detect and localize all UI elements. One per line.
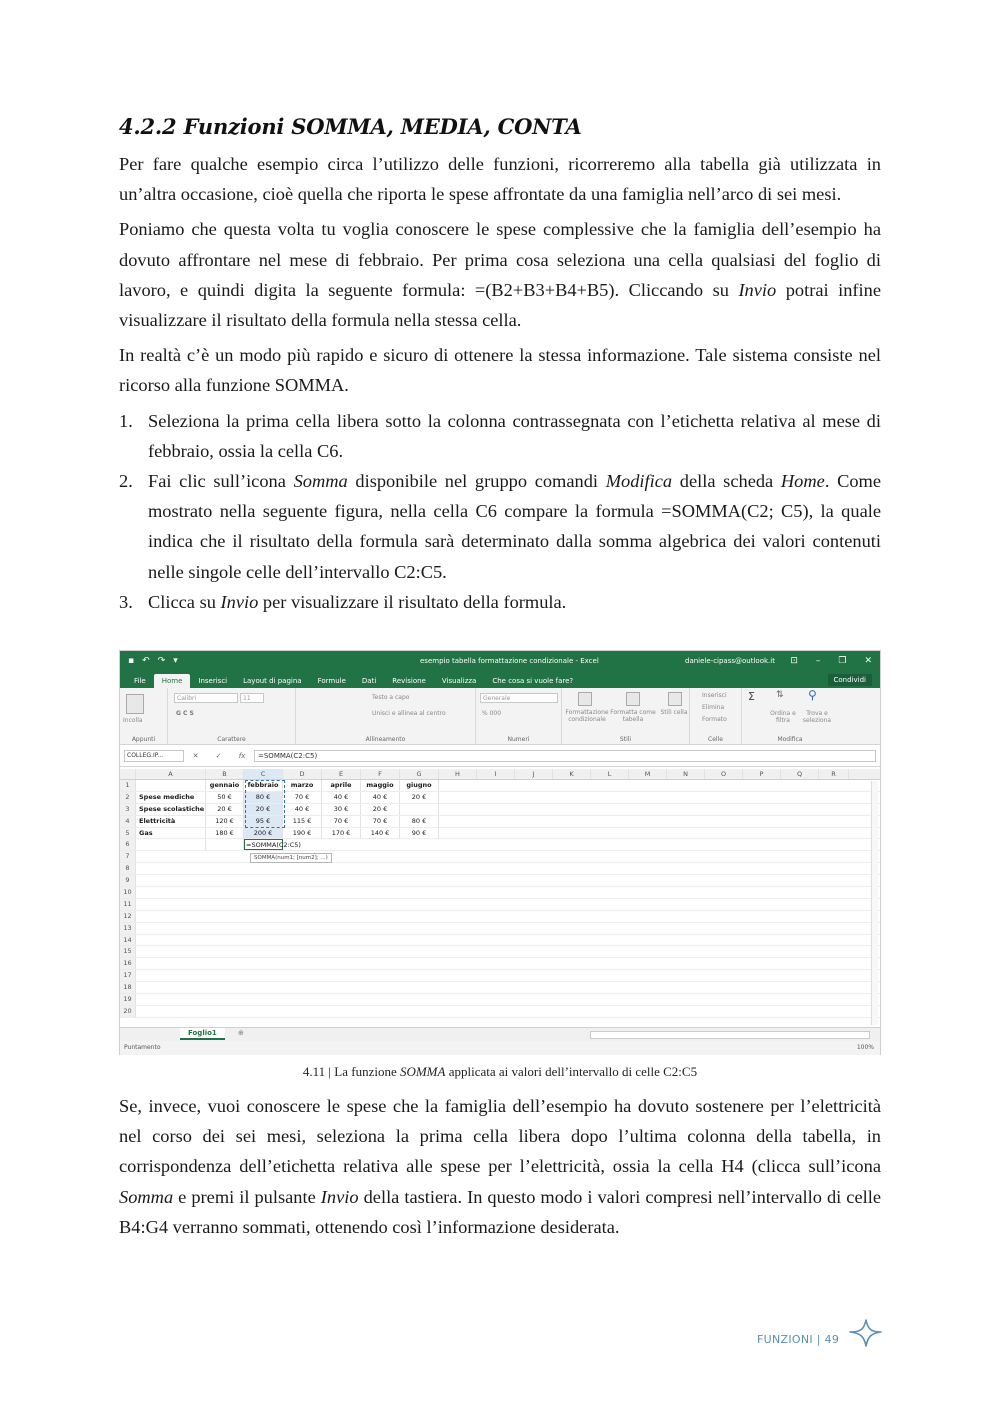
font-name-box[interactable]: Calibri	[174, 693, 238, 703]
format-as-table-label: Formatta come tabella	[610, 709, 656, 723]
cell[interactable]: Spese scolastiche	[136, 804, 206, 815]
tab-insert[interactable]: Inserisci	[198, 677, 228, 685]
vertical-scrollbar[interactable]	[871, 781, 878, 1025]
window-controls	[790, 656, 872, 666]
table-row	[120, 958, 880, 970]
column-header[interactable]: I	[477, 769, 515, 779]
text: della scheda	[672, 471, 781, 492]
row-number[interactable]: 15	[120, 946, 136, 957]
page-footer: FUNZIONI | 49	[757, 1333, 840, 1346]
excel-screenshot	[119, 650, 881, 1055]
step-text: Seleziona la prima cella libera sotto la colonna contrassegnata con l’etichetta relativa al mese di febbraio, ossia la cella C6.	[148, 410, 881, 461]
active-cell[interactable]: =SOMMA(C2:C5)	[246, 841, 301, 850]
restore-icon[interactable]: ❐	[838, 656, 847, 666]
cell[interactable]: 30 €	[322, 804, 361, 815]
format-button[interactable]: Formato	[702, 716, 727, 723]
tab-review[interactable]: Revisione	[392, 677, 426, 685]
document-title: esempio tabella formattazione condizionale - Excel	[420, 657, 599, 665]
column-header[interactable]: M	[629, 769, 667, 779]
cell[interactable]: giugno	[400, 780, 439, 791]
cell[interactable]: 20 €	[206, 804, 244, 815]
select-all[interactable]	[120, 769, 136, 779]
conditional-format-icon[interactable]	[578, 692, 592, 706]
table-row	[120, 863, 880, 875]
sheet-tab[interactable]: Foglio1	[180, 1028, 225, 1040]
worksheet-grid	[120, 769, 880, 1018]
cell[interactable]: 20 €	[361, 804, 400, 815]
tab-data[interactable]: Dati	[361, 677, 377, 685]
cell[interactable]: 95 €	[244, 816, 283, 827]
save-icon[interactable]: ▪	[128, 656, 135, 666]
formula-buttons	[184, 752, 254, 760]
column-headers	[120, 769, 880, 780]
table-row	[120, 935, 880, 947]
cell[interactable]: 20 €	[244, 804, 283, 815]
number-format-buttons[interactable]: % 000	[482, 710, 502, 717]
customize-icon[interactable]: ▾	[173, 656, 178, 666]
table-row	[120, 970, 880, 982]
cell[interactable]: 40 €	[322, 792, 361, 803]
table-row	[120, 946, 880, 958]
merge-center-button[interactable]: Unisci e allinea al centro	[372, 710, 446, 717]
steps-list	[119, 406, 881, 617]
add-sheet-icon[interactable]: ⊕	[238, 1029, 244, 1037]
text: 4.11 | La funzione	[302, 1064, 400, 1079]
name-box[interactable]: COLLEG.IP...	[124, 750, 184, 762]
table-row	[120, 816, 880, 828]
paragraph-3: In realtà c’è un modo più rapido e sicuro di ottenere la stessa informazione. Tale sistema consiste nel ricorso alla funzione SOMMA.	[119, 345, 881, 396]
text-italic: Somma	[293, 471, 348, 492]
text-italic: Modifica	[605, 471, 673, 492]
cell[interactable]: Spese mediche	[136, 792, 206, 803]
find-select-label: Trova e seleziona	[802, 710, 832, 724]
step-number: 3.	[119, 591, 133, 612]
text-italic: SOMMA	[399, 1064, 446, 1079]
text-italic: Home	[780, 471, 825, 492]
row-number[interactable]: 9	[120, 875, 136, 886]
column-header[interactable]: N	[667, 769, 705, 779]
function-icon[interactable]: fx	[238, 751, 246, 760]
tab-formulas[interactable]: Formule	[317, 677, 346, 685]
excel-title-bar	[120, 651, 880, 671]
row-number[interactable]: 13	[120, 923, 136, 934]
table-row	[120, 1006, 880, 1018]
cell-styles-label: Stili cella	[660, 709, 688, 716]
row-number[interactable]: 11	[120, 899, 136, 910]
figure-caption	[0, 1064, 1000, 1080]
group-styles	[562, 688, 690, 745]
column-header[interactable]: C	[244, 769, 283, 779]
cell[interactable]: maggio	[361, 780, 400, 791]
autosum-icon[interactable]: Σ	[748, 690, 755, 703]
paragraph-2	[119, 214, 881, 335]
function-tooltip: SOMMA(num1; [num2]; ...)	[250, 853, 332, 863]
text: Fai clic sull’icona	[148, 471, 294, 492]
cell[interactable]: marzo	[283, 780, 322, 791]
group-label: Stili	[619, 736, 632, 743]
wrap-text-button[interactable]: Testo a capo	[372, 694, 410, 701]
text: . Come mostrato nella seguente figura, nella cella C6 compare la formula =SOMMA(C2; C5), la quale indica che il risultato della formula sarà determinato dalla somma algebrica dei valori contenuti nelle singole celle dell’intervallo C2:C5.	[148, 471, 882, 582]
text: Poniamo che questa volta tu voglia conoscere le spese complessive che la famiglia dell’esempio ha dovuto affrontare nel mese di febbraio. Per prima cosa seleziona una cella qualsiasi del foglio di lavoro, e quindi digita la seguente formula: =(B2+B3+B4+B5). Cliccando su	[119, 219, 881, 300]
step-number: 1.	[119, 410, 133, 431]
number-format-box[interactable]: Generale	[480, 693, 558, 703]
undo-icon[interactable]: ↶	[142, 656, 150, 666]
group-number	[476, 688, 562, 745]
column-header[interactable]: K	[553, 769, 591, 779]
column-header[interactable]: O	[705, 769, 743, 779]
cell[interactable]	[136, 839, 206, 850]
column-header[interactable]: A	[136, 769, 206, 779]
sheet-tabs-bar	[120, 1027, 880, 1041]
close-icon[interactable]: ✕	[864, 656, 872, 666]
text: Clicca su	[148, 591, 221, 612]
formula-bar	[120, 745, 880, 767]
paste-label: Incolla	[123, 717, 143, 724]
row-number[interactable]: 10	[120, 887, 136, 898]
row-number[interactable]: 1	[120, 780, 136, 791]
text-italic: Invio	[220, 591, 259, 612]
text: Se, invece, vuoi conoscere le spese che la famiglia dell’esempio ha dovuto sostenere per l’elettricità nel corso dei sei mesi, seleziona la prima cella libera dopo l’ultima colonna della tabella, in corrispondenza dell’etichetta relativa alle spese per l’elettricità, ossia la cella H4 (clicca sull’icona	[119, 1096, 881, 1177]
redo-icon[interactable]: ↷	[157, 656, 166, 666]
row-number[interactable]: 20	[120, 1006, 136, 1017]
find-icon[interactable]: ⚲	[808, 688, 817, 702]
cell[interactable]: aprile	[322, 780, 361, 791]
sort-filter-label: Ordina e filtra	[770, 710, 796, 724]
cell[interactable]: 170 €	[322, 828, 361, 839]
column-header[interactable]: H	[439, 769, 477, 779]
format-as-table-icon[interactable]	[626, 692, 640, 706]
column-header[interactable]: G	[400, 769, 439, 779]
cell[interactable]: febbraio	[244, 780, 283, 791]
text: per visualizzare il risultato della formula.	[258, 591, 567, 612]
cell[interactable]: 120 €	[206, 816, 244, 827]
closing-paragraph-block	[119, 1091, 881, 1247]
paragraph-1: Per fare qualche esempio circa l’utilizzo delle funzioni, ricorreremo alla tabella già utilizzata in un’altra occasione, cioè quella che riporta le spese affrontate da una famiglia nell’arco di sei mesi.	[119, 154, 881, 205]
row-number[interactable]: 12	[120, 911, 136, 922]
column-header[interactable]: J	[515, 769, 553, 779]
table-row	[120, 899, 880, 911]
cell[interactable]: 40 €	[283, 804, 322, 815]
cell[interactable]: 140 €	[361, 828, 400, 839]
column-header[interactable]: L	[591, 769, 629, 779]
ribbon-display-icon[interactable]: ⊡	[790, 656, 798, 666]
table-row	[120, 792, 880, 804]
text: della tastiera. In questo modo i valori compresi nell’intervallo di celle B4:G4 verranno sommati, ottenendo così l’informazione desiderata.	[119, 1186, 881, 1237]
cell[interactable]: Gas	[136, 828, 206, 839]
closing-paragraph	[119, 1091, 881, 1242]
conditional-format-label: Formattazione condizionale	[565, 709, 609, 723]
status-mode: Puntamento	[124, 1044, 161, 1051]
status-bar	[120, 1041, 880, 1055]
column-header[interactable]: D	[283, 769, 322, 779]
group-alignment	[296, 688, 476, 745]
table-row	[120, 804, 880, 816]
text: applicata ai valori dell’intervallo di celle C2:C5	[445, 1064, 698, 1079]
font-size-box[interactable]: 11	[240, 693, 264, 703]
step-3	[119, 587, 881, 617]
step-1	[119, 406, 881, 466]
group-clipboard	[120, 688, 168, 745]
step-2	[119, 466, 881, 587]
table-row	[120, 994, 880, 1006]
cell[interactable]: 180 €	[206, 828, 244, 839]
zoom-level[interactable]: 100%	[856, 1044, 874, 1051]
column-header[interactable]: B	[206, 769, 244, 779]
insert-button[interactable]: Inserisci	[702, 692, 727, 699]
tab-home[interactable]: Home	[154, 674, 191, 688]
cell[interactable]: 70 €	[322, 816, 361, 827]
group-label: Allineamento	[365, 736, 406, 743]
text: e premi il pulsante	[173, 1186, 321, 1207]
group-font	[168, 688, 296, 745]
paste-icon[interactable]	[126, 694, 144, 714]
text: disponibile nel gruppo comandi	[347, 471, 606, 492]
text: potrai infine visualizzare il risultato della formula nella stessa cella.	[119, 279, 881, 331]
table-row	[120, 911, 880, 923]
star-logo-icon	[848, 1318, 882, 1348]
tell-me-search[interactable]: Che cosa si vuole fare?	[492, 677, 574, 685]
group-label: Celle	[708, 736, 723, 743]
column-header[interactable]: F	[361, 769, 400, 779]
formula-input[interactable]: =SOMMA(C2:C5)	[254, 750, 876, 762]
text-italic: Somma	[119, 1186, 174, 1207]
text-italic: Invio	[320, 1186, 359, 1207]
tab-view[interactable]: Visualizza	[441, 677, 477, 685]
ribbon	[120, 688, 880, 745]
text-italic: Invio	[738, 279, 777, 300]
row-number[interactable]: 8	[120, 863, 136, 874]
table-row	[120, 851, 880, 863]
cell[interactable]: 115 €	[283, 816, 322, 827]
group-label: Numeri	[507, 736, 530, 743]
section-heading: 4.2.2 Funzioni SOMMA, MEDIA, CONTA	[119, 114, 582, 139]
group-cells	[690, 688, 742, 745]
cancel-icon[interactable]: ✕	[192, 751, 199, 760]
minimize-icon[interactable]: –	[815, 656, 821, 666]
column-header[interactable]: E	[322, 769, 361, 779]
column-header[interactable]: Q	[781, 769, 819, 779]
tab-page-layout[interactable]: Layout di pagina	[243, 677, 302, 685]
tab-file[interactable]: File	[134, 677, 146, 685]
horizontal-scrollbar[interactable]	[590, 1031, 870, 1039]
delete-button[interactable]: Elimina	[702, 704, 725, 711]
cell[interactable]: 20 €	[400, 792, 439, 803]
cell[interactable]	[206, 839, 244, 850]
step-number: 2.	[119, 471, 133, 492]
group-label: Carattere	[217, 736, 246, 743]
cell[interactable]	[136, 780, 206, 791]
column-header[interactable]: R	[819, 769, 849, 779]
table-row	[120, 887, 880, 899]
row-number[interactable]: 7	[120, 851, 136, 862]
column-header[interactable]: P	[743, 769, 781, 779]
cell[interactable]: Elettricità	[136, 816, 206, 827]
row-number[interactable]: 18	[120, 982, 136, 993]
cell[interactable]: 70 €	[361, 816, 400, 827]
row-number[interactable]: 2	[120, 792, 136, 803]
table-row	[120, 780, 880, 792]
confirm-icon[interactable]: ✓	[215, 751, 222, 760]
cell-styles-icon[interactable]	[668, 692, 682, 706]
cell[interactable]: 90 €	[400, 828, 439, 839]
row-number[interactable]: 16	[120, 958, 136, 969]
group-label: Appunti	[131, 736, 156, 743]
user-account[interactable]: daniele-cipass@outlook.it	[685, 657, 775, 665]
table-row	[120, 828, 880, 840]
row-number[interactable]: 4	[120, 816, 136, 827]
cell[interactable]: 70 €	[283, 792, 322, 803]
cell[interactable]: 80 €	[400, 816, 439, 827]
row-number[interactable]: 6	[120, 839, 136, 850]
row-number[interactable]: 17	[120, 970, 136, 981]
cell[interactable]	[400, 804, 439, 815]
cell[interactable]: 40 €	[361, 792, 400, 803]
cell[interactable]: 200 €	[244, 828, 283, 839]
table-row	[120, 923, 880, 935]
row-number[interactable]: 19	[120, 994, 136, 1005]
page-body	[119, 110, 881, 617]
sort-filter-icon[interactable]: ⇅	[776, 690, 784, 700]
quick-access	[128, 656, 178, 666]
group-label: Modifica	[777, 736, 803, 743]
share-button[interactable]: Condividi	[828, 674, 872, 686]
ribbon-tabs	[120, 671, 880, 688]
table-row	[120, 982, 880, 994]
row-number[interactable]: 5	[120, 828, 136, 839]
cell[interactable]: 190 €	[283, 828, 322, 839]
table-row	[120, 875, 880, 887]
group-editing	[742, 688, 838, 745]
bold-italic-underline[interactable]: G C S	[176, 710, 194, 717]
table-row	[120, 839, 880, 851]
cell[interactable]: gennaio	[206, 780, 244, 791]
cell[interactable]: 50 €	[206, 792, 244, 803]
cell[interactable]: 80 €	[244, 792, 283, 803]
row-number[interactable]: 14	[120, 935, 136, 946]
row-number[interactable]: 3	[120, 804, 136, 815]
